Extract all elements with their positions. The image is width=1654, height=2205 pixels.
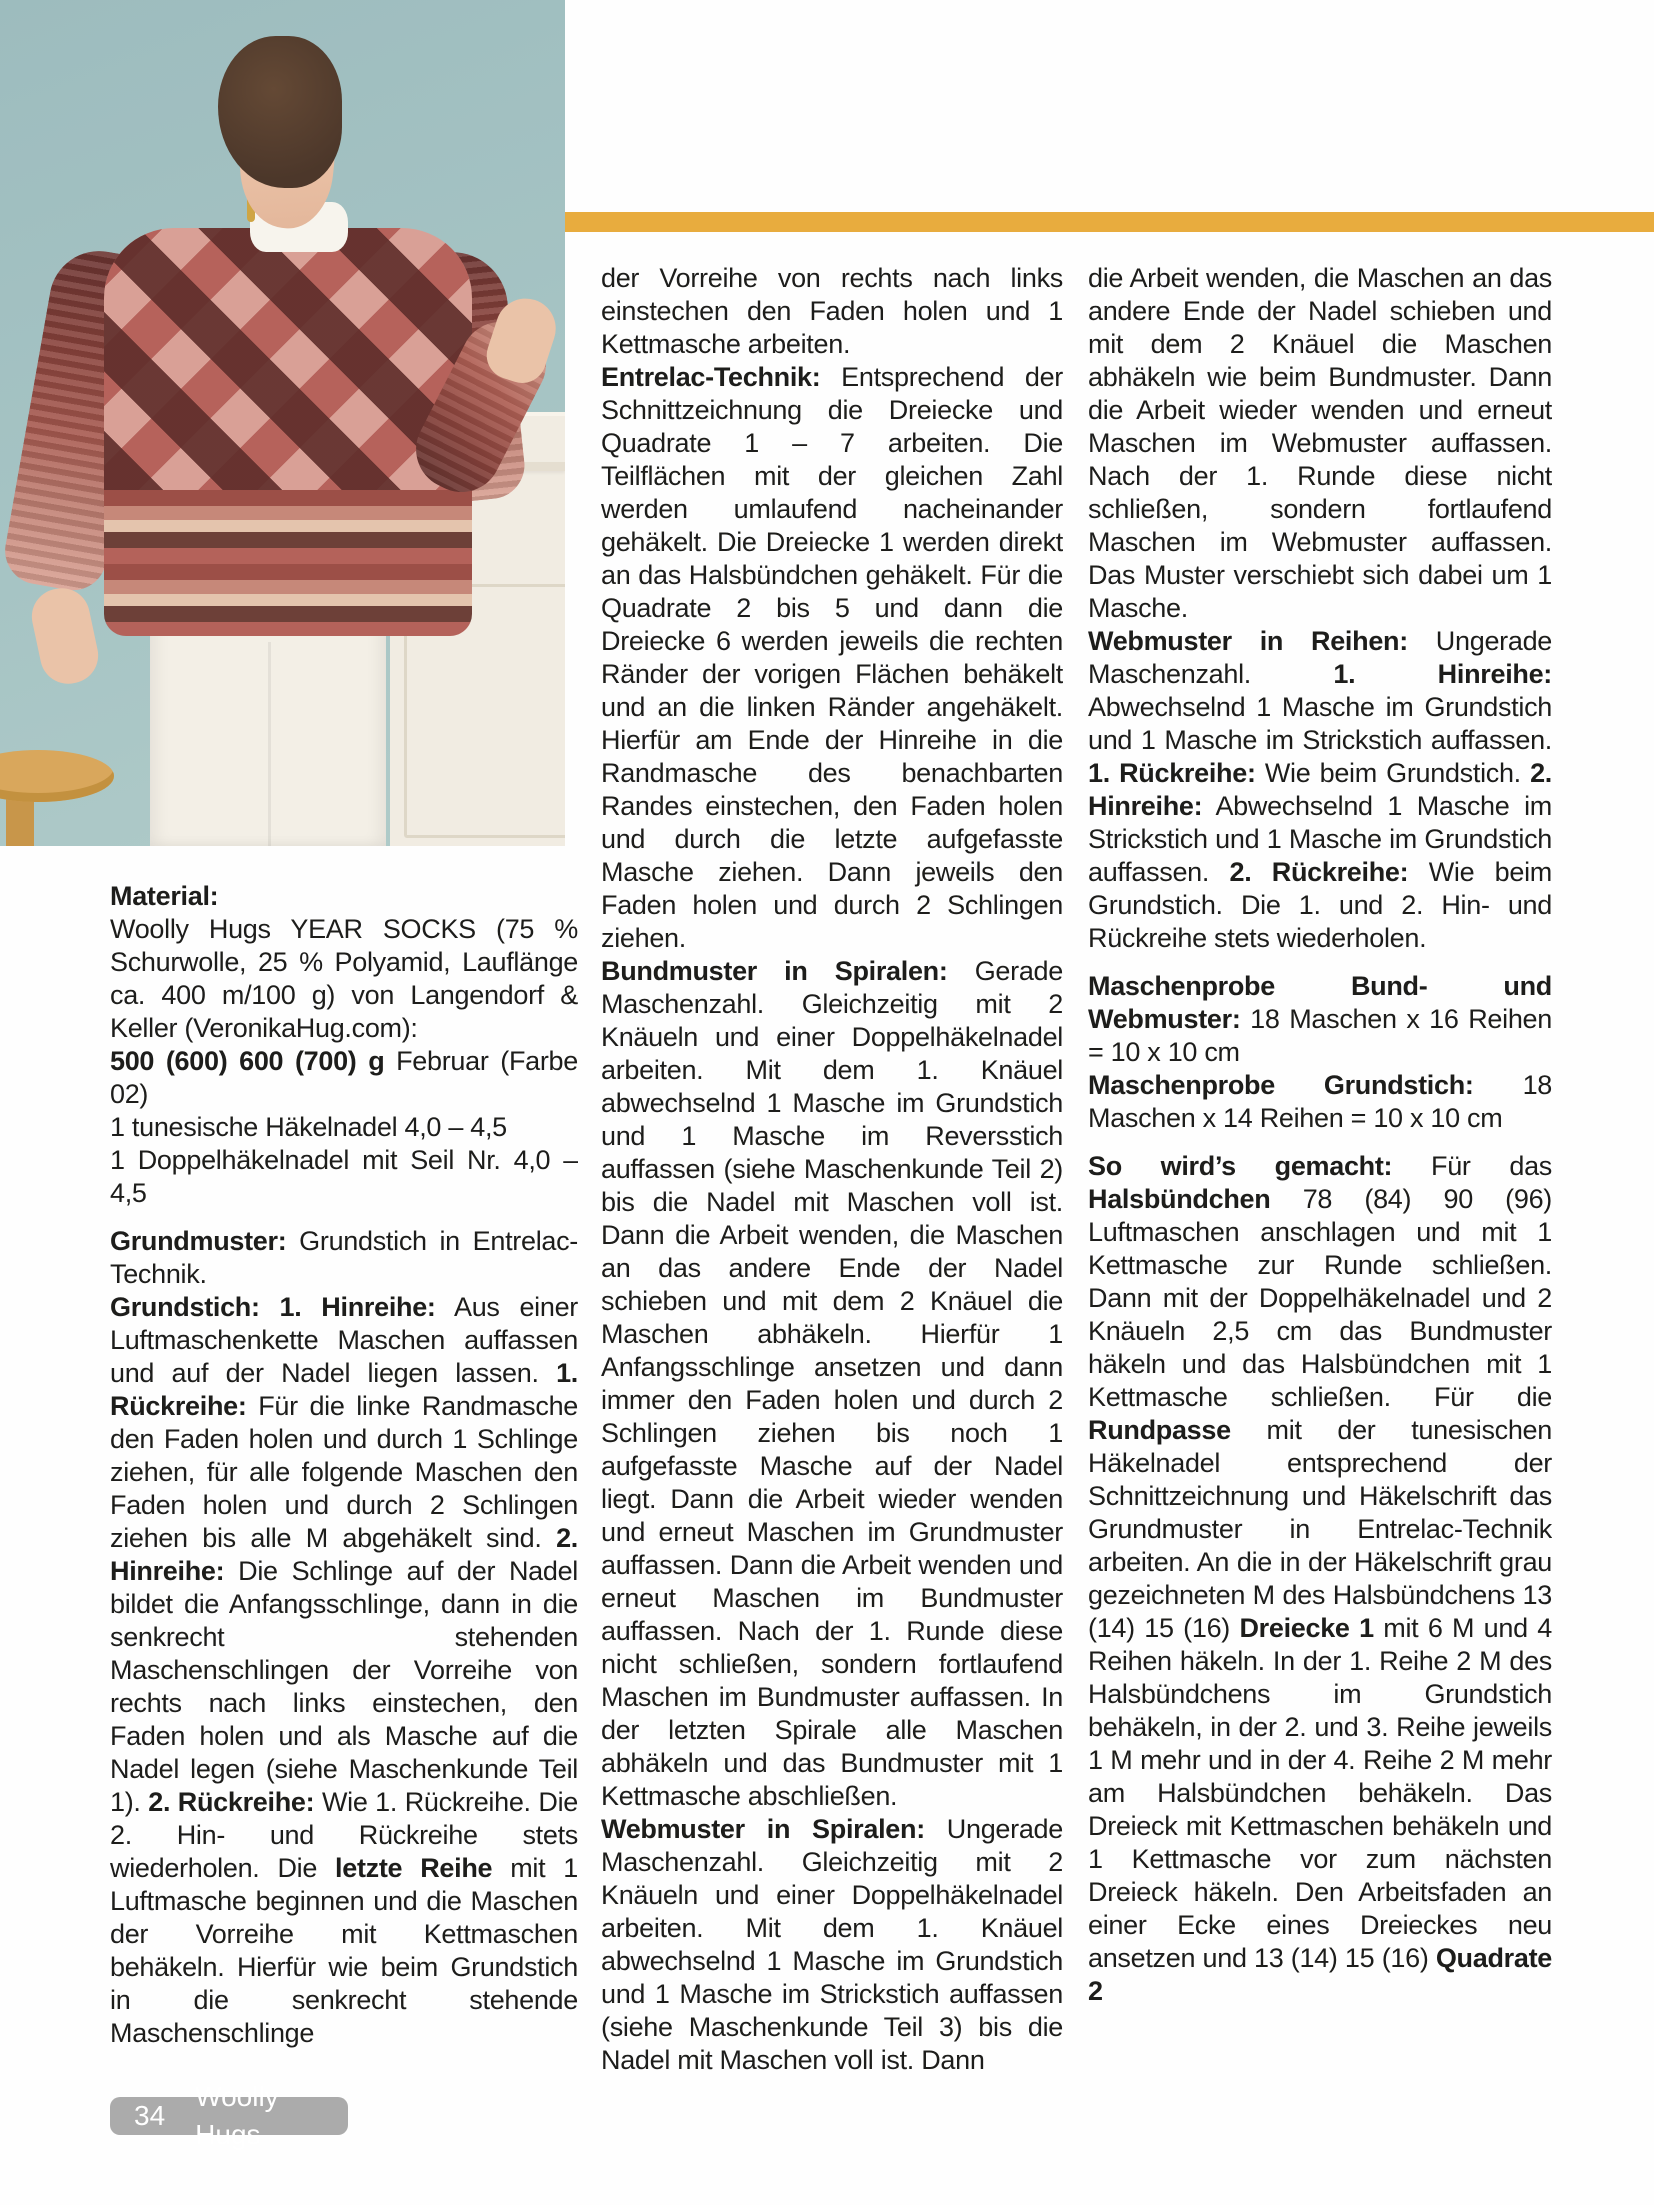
paragraph: Grundmuster: Grundstich in Entrelac-Technik.: [110, 1226, 578, 1289]
accent-bar: [565, 212, 1654, 232]
paragraph: Webmuster in Spiralen: Ungerade Maschenzahl. Gleichzeitig mit 2 Knäueln und einer Doppelhäkelnadel arbeiten. Mit dem 1. Knäuel abwechselnd 1 Masche im Grundstich und 1 Masche im Strickstich auffassen (siehe Maschenkunde Teil 3) bis die Nadel mit Maschen voll ist. Dann: [601, 1814, 1063, 2075]
paragraph: Woolly Hugs YEAR SOCKS (75 % Schurwolle, 25 % Polyamid, Lauflänge ca. 400 m/100 g) von Langendorf & Keller (VeronikaHug.com):: [110, 914, 578, 1043]
paragraph: Material:: [110, 881, 219, 911]
paragraph: 500 (600) 600 (700) g Februar (Farbe 02): [110, 1046, 578, 1109]
paragraph: Entrelac-Technik: Entsprechend der Schnittzeichnung die Dreiecke und Quadrate 1 – 7 arbeiten. Die Teilflächen mit der gleichen Zahl werden umlaufend nacheinander gehäkelt. Die Dreiecke 1 werden direkt an das Halsbündchen gehäkelt. Für die Quadrate 2 bis 5 und dann die Dreiecke 6 werden jeweils die rechten Ränder der vorigen Flächen behäkelt und an die linken Ränder angehäkelt. Hierfür am Ende der Hinreihe in die Randmasche des benachbarten Randes einstechen, den Faden holen und durch die letzte aufgefasste Masche ziehen. Dann jeweils den Faden holen und durch 2 Schlingen ziehen.: [601, 362, 1063, 953]
model-photo: [0, 0, 565, 846]
paragraph: der Vorreihe von rechts nach links einstechen den Faden holen und 1 Kettmasche arbeiten.: [601, 263, 1063, 359]
paragraph: die Arbeit wenden, die Maschen an das andere Ende der Nadel schieben und mit dem 2 Knäuel die Maschen abhäkeln wie beim Bundmuster. Dann die Arbeit wieder wenden und erneut Maschen im Webmuster auffassen. Nach der 1. Runde diese nicht schließen, sondern fortlaufend Maschen im Webmuster auffassen. Das Muster verschiebt sich dabei um 1 Masche.: [1088, 263, 1552, 623]
photo-sweater-body: [104, 228, 472, 636]
paragraph: Webmuster in Reihen: Ungerade Maschenzahl. 1. Hinreihe: Abwechselnd 1 Masche im Grundstich und 1 Masche im Strickstich auffassen. 1. Rückreihe: Wie beim Grundstich. 2. Hinreihe: Abwechselnd 1 Masche im Strickstich und 1 Masche im Grundstich auffassen. 2. Rückreihe: Wie beim Grundstich. Die 1. und 2. Hin- und Rückreihe stets wiederholen.: [1088, 626, 1552, 953]
photo-pants-seam: [268, 642, 271, 846]
text-column-1: [110, 880, 578, 2096]
text-column-2: [601, 262, 1063, 2112]
text-column-3: [1088, 262, 1552, 2112]
paragraph: 1 Doppelhäkelnadel mit Seil Nr. 4,0 – 4,5: [110, 1145, 578, 1208]
paragraph: Maschenprobe Grundstich: 18 Maschen x 14 Reihen = 10 x 10 cm: [1088, 1070, 1552, 1133]
magazine-name: Woolly Hugs: [195, 2081, 279, 2150]
paragraph: So wird’s gemacht: Für das Halsbündchen 78 (84) 90 (96) Luftmaschen anschlagen und mit 1 Kettmasche zur Runde schließen. Dann mit der Doppelhäkelnadel und 2 Knäueln 2,5 cm das Bundmuster häkeln und das Halsbündchen mit 1 Kettmasche schließen. Für die Rundpasse mit der tunesischen Häkelnadel entsprechend der Schnittzeichnung und Häkelschrift das Grundmuster in Entrelac-Technik arbeiten. An die in der Häkelschrift grau gezeichneten M des Halsbündchens 13 (14) 15 (16) Dreiecke 1 mit 6 M und 4 Reihen häkeln. In der 1. Reihe 2 M des Halsbündchens im Grundstich behäkeln, in der 2. und 3. Reihe jeweils 1 M mehr und in der 4. Reihe 2 M mehr am Halsbündchen behäkeln. Das Dreieck mit Kettmaschen behäkeln und 1 Kettmasche vor zum nächsten Dreieck häkeln. Den Arbeitsfaden an einer Ecke eines Dreieckes neu ansetzen und 13 (14) 15 (16) Quadrate 2: [1088, 1151, 1552, 2006]
page-number: 34: [134, 2100, 166, 2131]
page-badge: [110, 2081, 348, 2150]
paragraph: Maschenprobe Bund- und Webmuster: 18 Maschen x 16 Reihen = 10 x 10 cm: [1088, 971, 1552, 1067]
paragraph: Bundmuster in Spiralen: Gerade Maschenzahl. Gleichzeitig mit 2 Knäueln und einer Doppelhäkelnadel arbeiten. Mit dem 1. Knäuel abwechselnd 1 Masche im Grundstich und 1 Masche im Reversstich auffassen (siehe Maschenkunde Teil 2) bis die Nadel mit Maschen voll ist. Dann die Arbeit wenden, die Maschen an das andere Ende der Nadel schieben und mit dem 2 Knäuel die Maschen abhäkeln. Hierfür 1 Anfangsschlinge ansetzen und dann immer den Faden holen und durch 2 Schlingen ziehen bis noch 1 aufgefasste Masche auf der Nadel liegt. Dann die Arbeit wieder wenden und erneut Maschen im Grundmuster auffassen. Dann die Arbeit wenden und erneut Maschen im Bundmuster auffassen. Nach der 1. Runde diese nicht schließen, sondern fortlaufend Maschen im Bundmuster auffassen. In der letzten Spirale alle Maschen abhäkeln und das Bundmuster mit 1 Kettmasche abschließen.: [601, 956, 1063, 1811]
paragraph: Grundstich: 1. Hinreihe: Aus einer Luftmaschenkette Maschen auffassen und auf der Nadel liegen lassen. 1. Rückreihe: Für die linke Randmasche den Faden holen und durch 1 Schlinge ziehen, für alle folgende Maschen den Faden holen und durch 2 Schlingen ziehen bis alle M abgehäkelt sind. 2. Hinreihe: Die Schlinge auf der Nadel bildet die Anfangsschlinge, dann in die senkrecht stehenden Maschenschlingen der Vorreihe von rechts nach links einstechen, den Faden holen und als Masche auf die Nadel legen (siehe Maschenkunde Teil 1). 2. Rückreihe: Wie 1. Rückreihe. Die 2. Hin- und Rückreihe stets wiederholen. Die letzte Reihe mit 1 Luftmasche beginnen und die Maschen der Vorreihe mit Kettmaschen behäkeln. Hierfür wie beim Grundstich in die senkrecht stehende Maschenschlinge: [110, 1292, 578, 2048]
photo-sweater-stripes: [104, 490, 472, 636]
paragraph: 1 tunesische Häkelnadel 4,0 – 4,5: [110, 1112, 507, 1142]
